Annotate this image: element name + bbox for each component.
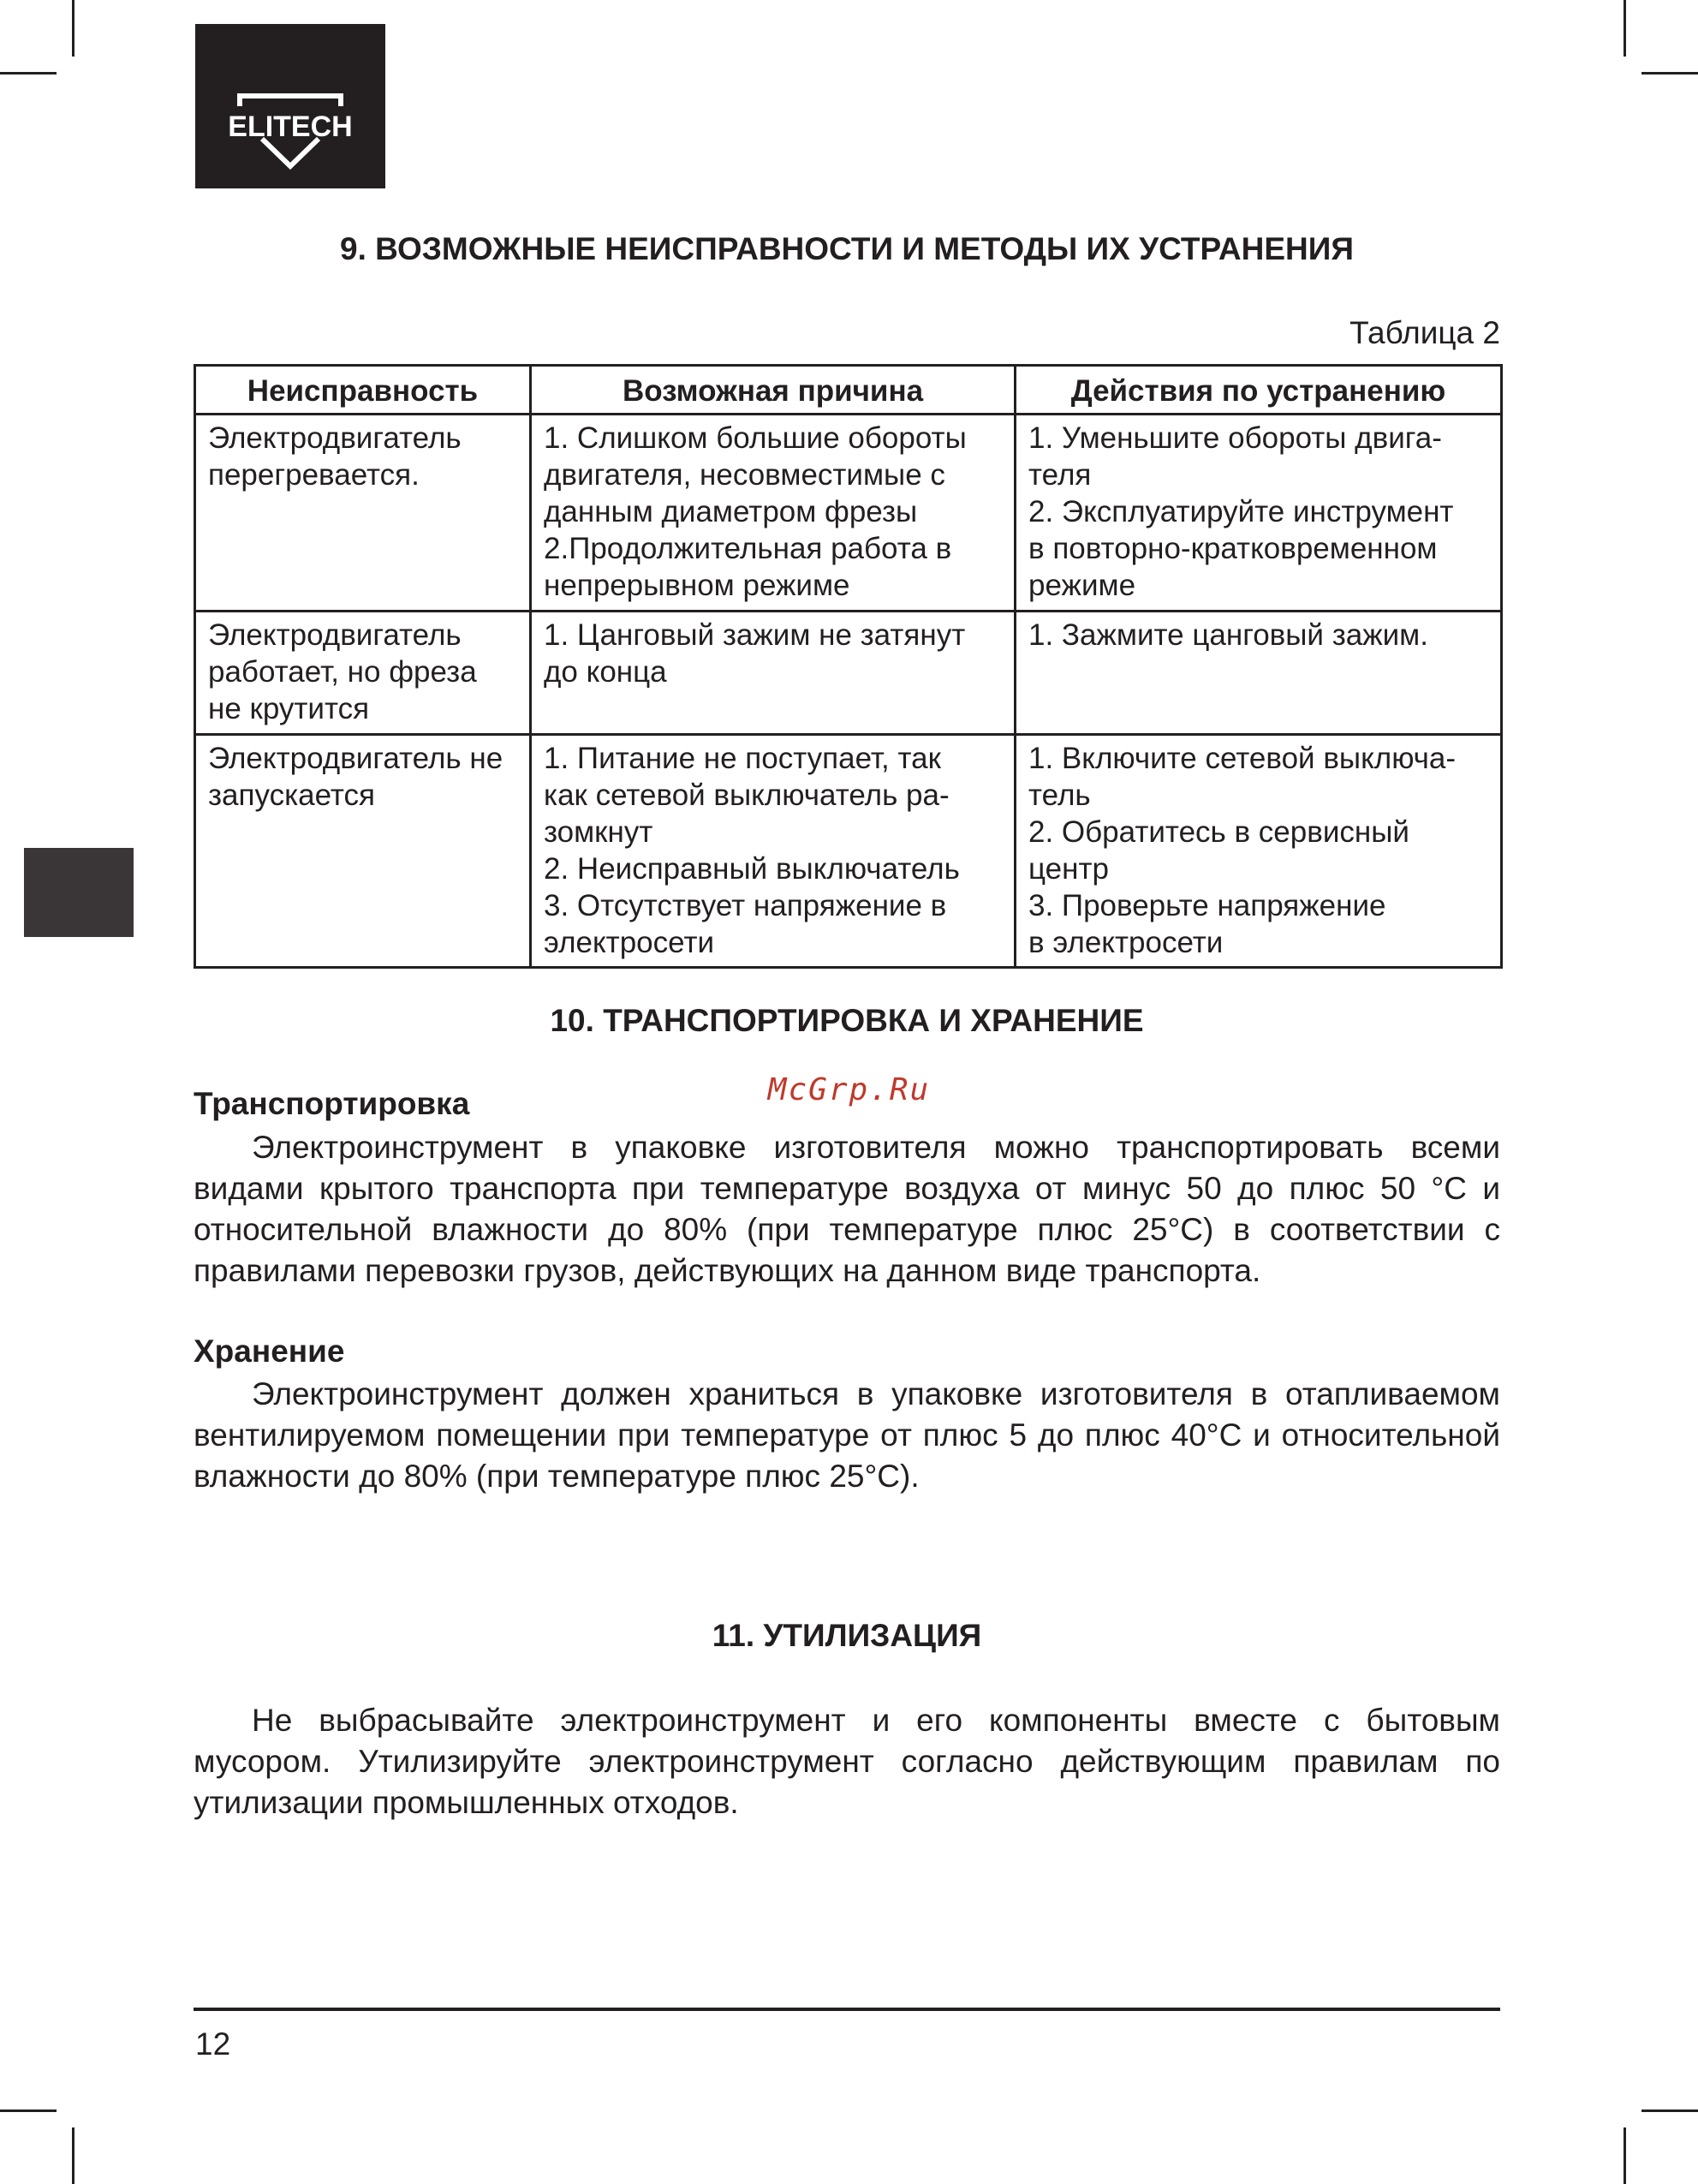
cell-text-line: 1. Уменьшите обороты двига- xyxy=(1028,421,1442,455)
cell-text-line: непрерывном режиме xyxy=(544,569,850,602)
column-header-action: Действия по устранению xyxy=(1016,366,1502,415)
cell-text-line: 2. Неисправный выключатель xyxy=(544,852,960,886)
table-cell-fault xyxy=(195,735,531,968)
cell-text-line: 1. Питание не поступает, так xyxy=(544,742,941,775)
cell-text-line: запускается xyxy=(208,779,376,812)
crop-mark xyxy=(1624,0,1626,57)
table-header-row xyxy=(195,366,1502,415)
cell-text-line: до конца xyxy=(544,655,667,689)
cell-text-line: 1. Включите сетевой выключа- xyxy=(1028,742,1457,775)
table-cell-cause xyxy=(531,735,1016,968)
cell-text-line: зомкнут xyxy=(544,815,653,849)
column-header-cause: Возможная причина xyxy=(531,366,1016,415)
transport-heading: Транспортировка xyxy=(194,1086,470,1121)
crop-mark xyxy=(72,2127,74,2184)
cell-text-line: 2. Обратитесь в сервисный xyxy=(1028,815,1409,849)
cell-text-line: 1. Зажмите цанговый зажим. xyxy=(1028,618,1428,652)
table-cell-cause xyxy=(531,415,1016,612)
section-9-title: 9. ВОЗМОЖНЫЕ НЕИСПРАВНОСТИ И МЕТОДЫ ИХ УСТРАНЕНИЯ xyxy=(340,231,1354,266)
cell-text-line: работает, но фреза xyxy=(208,655,477,689)
cell-text-line: 2. Эксплуатируйте инструмент xyxy=(1028,495,1454,528)
table-row xyxy=(195,612,1502,735)
cell-text-line: двигателя, несовместимые с xyxy=(544,458,945,492)
cell-text-line: в повторно-кратковременном xyxy=(1028,532,1438,565)
cell-text-line: электросети xyxy=(544,926,715,959)
table-cell-action xyxy=(1016,612,1502,735)
elitech-logo-graphic xyxy=(195,24,385,188)
section-11-title: 11. УТИЛИЗАЦИЯ xyxy=(712,1618,982,1653)
crop-mark xyxy=(72,0,74,57)
crop-mark xyxy=(1641,72,1698,75)
elitech-logo xyxy=(195,24,385,188)
cell-text-line: 3. Отсутствует напряжение в xyxy=(544,889,947,922)
table-cell-fault xyxy=(195,612,531,735)
table-cell-action xyxy=(1016,415,1502,612)
page-number: 12 xyxy=(195,2026,231,2062)
table-row xyxy=(195,735,1502,968)
disposal-paragraph: Не выбрасывайте электроинструмент и его компоненты вместе с бытовым мусором. Утилизируйте электроинструмент согласно действующим правилам по утилизации промышленных отходов. xyxy=(194,1703,1500,1820)
crop-mark xyxy=(1641,2109,1698,2112)
logo-text: ELITECH xyxy=(228,110,353,143)
storage-paragraph: Электроинструмент должен храниться в упаковке изготовителя в отапливаемом вентилируемом помещении при температуре от плюс 5 до плюс 40°С и относительной влажности до 80% (при температуре плюс 25°С). xyxy=(194,1376,1500,1494)
crop-mark xyxy=(0,72,57,75)
faults-table xyxy=(194,364,1503,969)
cell-text-line: Электродвигатель xyxy=(208,618,462,652)
table-cell-cause xyxy=(531,612,1016,735)
cell-text-line: центр xyxy=(1028,852,1109,886)
column-header-fault: Неисправность xyxy=(195,366,531,415)
cell-text-line: теля xyxy=(1028,458,1092,492)
cell-text-line: в электросети xyxy=(1028,926,1224,959)
section-10-title: 10. ТРАНСПОРТИРОВКА И ХРАНЕНИЕ xyxy=(550,1003,1144,1038)
transport-paragraph: Электроинструмент в упаковке изготовителя можно транспортировать всеми видами крытого транспорта при температуре воздуха от минус 50 до плюс 50 °С и относительной влажности до 80% (при температуре плюс 25°С) в соответствии с правилами перевозки грузов, действующих на данном виде транспорта. xyxy=(194,1130,1500,1288)
table-row xyxy=(195,415,1502,612)
chapter-tab-marker xyxy=(24,848,134,937)
cell-text-line: не крутится xyxy=(208,692,370,725)
cell-text-line: как сетевой выключатель ра- xyxy=(544,779,950,812)
table-cell-action xyxy=(1016,735,1502,968)
table-cell-fault xyxy=(195,415,531,612)
cell-text-line: 1. Цанговый зажим не затянут xyxy=(544,618,966,652)
cell-text-line: тель xyxy=(1028,779,1091,812)
footer-divider xyxy=(194,2008,1500,2011)
crop-mark xyxy=(0,2109,57,2112)
storage-heading: Хранение xyxy=(194,1334,345,1369)
cell-text-line: данным диаметром фрезы xyxy=(544,495,918,528)
cell-text-line: 1. Слишком большие обороты xyxy=(544,421,967,455)
cell-text-line: 3. Проверьте напряжение xyxy=(1028,889,1386,922)
watermark: McGrp.Ru xyxy=(767,1072,931,1107)
cell-text-line: Электродвигатель не xyxy=(208,742,503,775)
table-caption: Таблица 2 xyxy=(1349,315,1500,350)
cell-text-line: режиме xyxy=(1028,569,1136,602)
cell-text-line: 2.Продолжительная работа в xyxy=(544,532,952,565)
crop-mark xyxy=(1624,2127,1626,2184)
cell-text-line: перегревается. xyxy=(208,458,420,492)
cell-text-line: Электродвигатель xyxy=(208,421,462,455)
